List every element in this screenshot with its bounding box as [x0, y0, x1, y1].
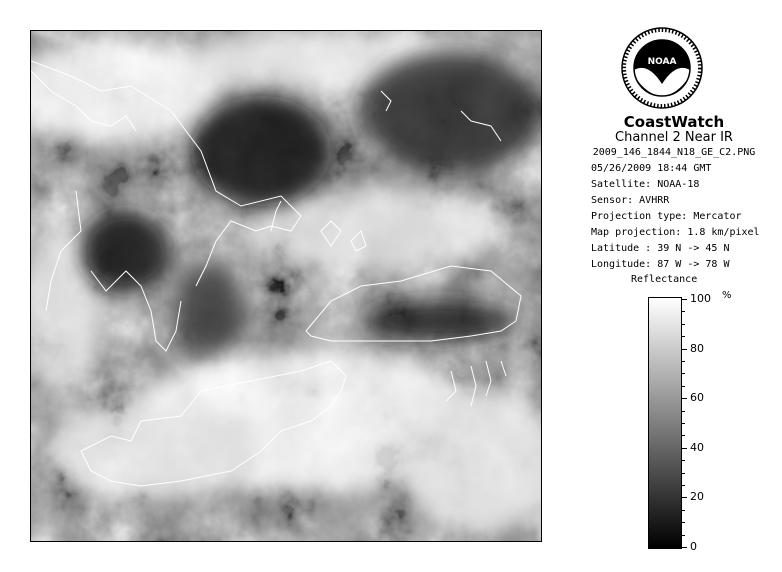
colorbar-minor-tick	[682, 460, 685, 461]
colorbar-minor-tick	[682, 373, 685, 374]
product-projection-type: Projection type: Mercator	[591, 211, 742, 222]
logo-text: NOAA	[647, 57, 677, 67]
colorbar-minor-tick	[682, 522, 685, 523]
colorbar-minor-tick	[682, 386, 685, 387]
colorbar-tick-label: 100	[690, 292, 711, 305]
colorbar-tick	[682, 547, 687, 548]
colorbar-minor-tick	[682, 535, 685, 536]
product-map-projection: Map projection: 1.8 km/pixel	[591, 227, 760, 238]
product-title: CoastWatch	[623, 113, 725, 131]
colorbar-minor-tick	[682, 324, 685, 325]
product-satellite: Satellite: NOAA-18	[591, 179, 700, 190]
satellite-image-panel	[30, 30, 542, 542]
colorbar-minor-tick	[682, 423, 685, 424]
colorbar-tick	[682, 349, 687, 350]
product-datetime: 05/26/2009 18:44 GMT	[591, 163, 712, 174]
colorbar-minor-tick	[682, 336, 685, 337]
reflectance-colorbar	[648, 297, 682, 549]
colorbar-tick-label: 0	[690, 540, 697, 553]
product-sensor: Sensor: AVHRR	[591, 195, 670, 206]
colorbar-minor-tick	[682, 361, 685, 362]
colorbar-tick	[682, 497, 687, 498]
product-filename: 2009_146_1844_N18_GE_C2.PNG	[592, 147, 756, 158]
satellite-image	[31, 31, 541, 541]
colorbar-minor-tick	[682, 435, 685, 436]
colorbar-tick	[682, 448, 687, 449]
product-channel: Channel 2 Near IR	[615, 130, 733, 145]
colorbar-tick	[682, 299, 687, 300]
colorbar-tick-label: 80	[690, 341, 704, 355]
colorbar-title: Reflectance	[631, 274, 698, 285]
colorbar-tick-label: 20	[690, 490, 704, 504]
product-latitude: Latitude : 39 N -> 45 N	[591, 243, 730, 254]
noaa-seal-icon	[620, 26, 704, 110]
colorbar-minor-tick	[682, 473, 685, 474]
colorbar-minor-tick	[682, 411, 685, 412]
noaa-logo	[620, 26, 704, 110]
colorbar-tick-label: 60	[690, 391, 704, 405]
colorbar-tick	[682, 398, 687, 399]
colorbar-minor-tick	[682, 311, 685, 312]
colorbar-tick-label: 40	[690, 440, 704, 454]
colorbar-minor-tick	[682, 510, 685, 511]
product-longitude: Longitude: 87 W -> 78 W	[591, 259, 730, 270]
colorbar-minor-tick	[682, 485, 685, 486]
colorbar-unit: %	[722, 290, 732, 301]
